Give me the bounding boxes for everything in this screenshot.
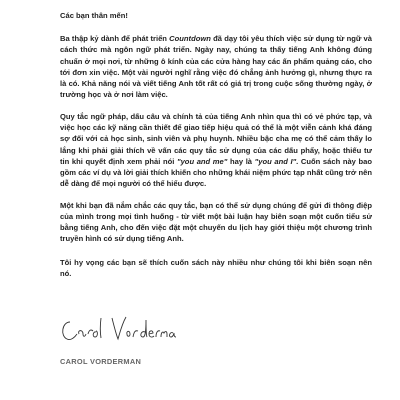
paragraph-2-example-2: "you and I" bbox=[254, 156, 297, 166]
paragraph-1-text-b: đã dạy tôi yêu thích việc sử dụng từ ngữ và cách thức mà ngôn ngữ phát triển. Ngày nay, chúng ta thấy tiếng Anh không đúng chuẩn ở mọi nơi, từ những ô kính của các cửa hàng hay các ấn phẩm quảng cáo, cho tới đơn xin việc. Một vài người nghĩ rằng việc đó chẳng ảnh hưởng gì, nhưng thực ra là có. Khả năng nói và viết tiếng Anh tốt rất có giá trị trong cuộc sống thường ngày, ở trường học và ở nơi làm việc. bbox=[60, 34, 373, 100]
paragraph-1-show-title: Countdown bbox=[169, 34, 211, 44]
handwritten-signature bbox=[58, 312, 178, 346]
paragraph-4: Tôi hy vọng các bạn sẽ thích cuốn sách này nhiều như chúng tôi khi biên soạn nên nó. bbox=[60, 257, 372, 278]
paragraph-2-text-a: Quy tắc ngữ pháp, dấu câu và chính tả của tiếng Anh nhìn qua thì có vẻ phức tạp, và việc học các kỹ năng cần thiết để giao tiếp hiệu quả có thể là một viễn cảnh khá đáng sợ đối với cả học sinh, sinh viên và phụ huynh. Nhiều bậc cha mẹ có thể cảm thấy lo lắng khi phải giải thích về vấn các quy tắc sử dụng của các dấu phẩy, hoặc thiếu tư tin khi quyết định xem phải nói bbox=[60, 111, 372, 166]
paragraph-1-text-a: Ba thập kỷ dành để phát triển bbox=[60, 34, 170, 44]
paragraph-2-text-b: hay là bbox=[227, 156, 255, 166]
paragraph-2 bbox=[60, 111, 372, 189]
letter-greeting: Các bạn thân mến! bbox=[60, 11, 128, 20]
paragraph-3: Một khi bạn đã nắm chắc các quy tắc, bạn có thể sử dụng chúng để gửi đi thông điệp của mình trong mọi tình huống - từ viết một bài luận hay biên soạn một cuốn tiểu sử bằng tiếng Anh, cho đến việc đặt một chuyến du lịch hay giới thiệu một chương trình truyền hình có sử dụng tiếng Anh. bbox=[60, 200, 372, 244]
letter-body bbox=[60, 10, 372, 290]
signer-name: CAROL VORDERMAN bbox=[60, 357, 142, 366]
paragraph-1 bbox=[60, 33, 372, 100]
paragraph-2-text-c: . Cuốn sách này bao gồm các ví dụ và lời giải thích khiến cho những khái niệm phức tạp nhất cũng trở nên dễ dàng để mọi người có thể hiểu được. bbox=[60, 156, 373, 189]
paragraph-2-example-1: "you and me" bbox=[176, 156, 228, 166]
